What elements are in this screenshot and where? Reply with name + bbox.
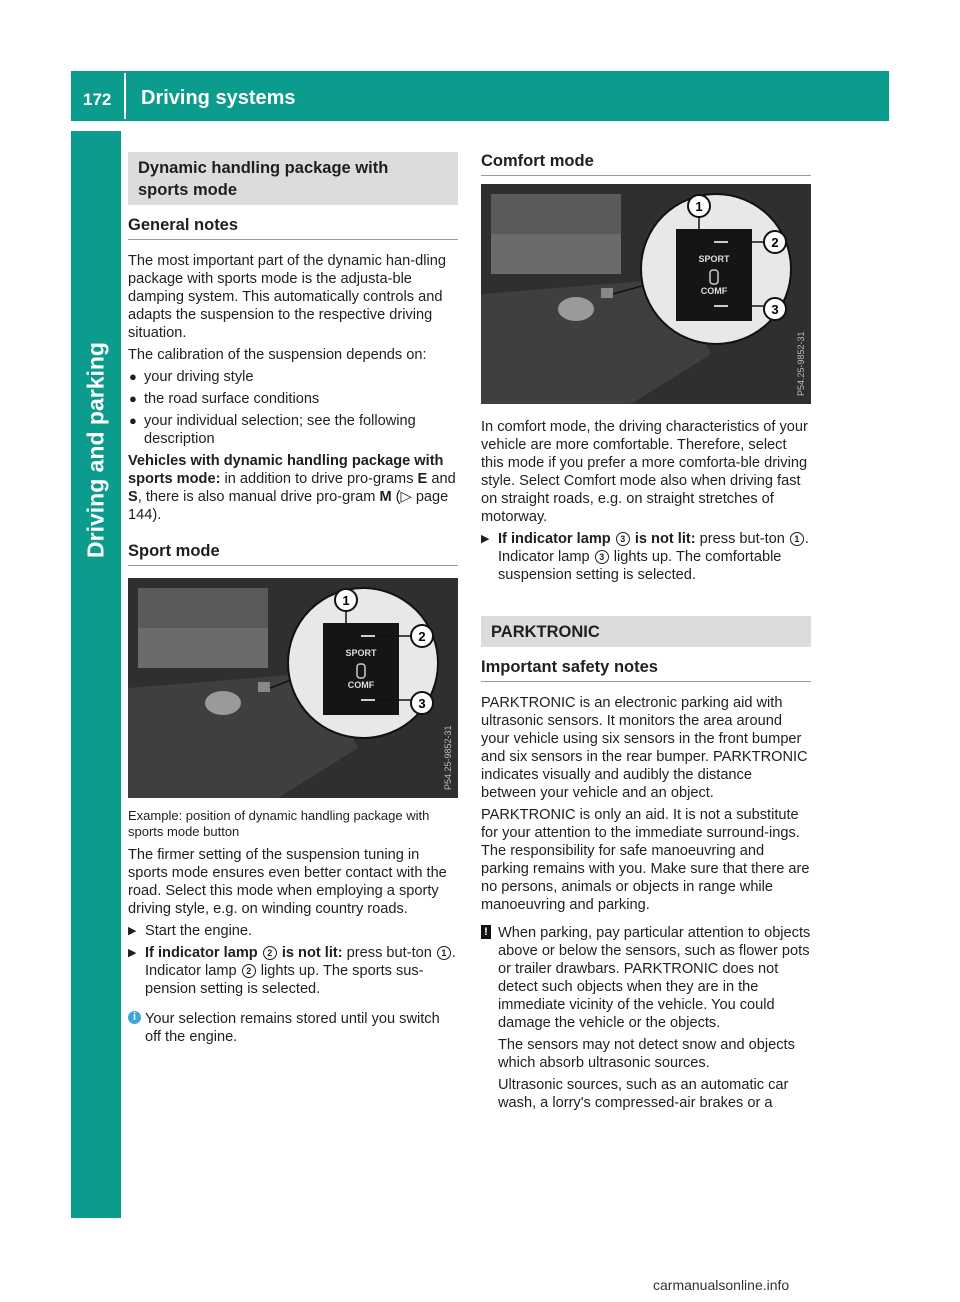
paragraph: The firmer setting of the suspension tuning in sports mode ensures even better contact with the road. Select this mode when employing a sporty driving style, e.g. on winding country roads.	[128, 847, 447, 917]
bullet-icon: ●	[129, 369, 137, 384]
list-item: ● your individual selection; see the following description	[129, 413, 416, 447]
list-item: ● your driving style	[129, 369, 254, 385]
bullet-icon: ●	[129, 413, 137, 428]
left-column	[128, 152, 458, 1050]
step-item: ▶ If indicator lamp 3 is not lit: press but-ton 1 . Indicator lamp 3 lights up. The comfortable suspension setting is selected.	[481, 531, 809, 583]
step-item: ▶ Start the engine.	[128, 923, 253, 939]
step-item: ▶ If indicator lamp 2 is not lit: press but-ton 1 . Indicator lamp 2 lights up. The sports sus-pension setting is selected.	[128, 945, 456, 997]
general-notes-heading: General notes	[128, 216, 458, 240]
info-icon: i	[128, 1011, 141, 1024]
paragraph: PARKTRONIC is only an aid. It is not a substitute for your attention to the immediate surround-ings. The responsibility for safe manoeuvring and parking remains with you. Make sure that there are no persons, animals or objects in range while manoeuvring and parking.	[481, 807, 810, 913]
figure-code: P54.25-9852-31	[443, 725, 453, 790]
callout-1: 1	[342, 593, 350, 608]
parktronic-title: PARKTRONIC	[481, 616, 811, 647]
comf-label: COMF	[347, 680, 375, 690]
step-arrow-icon: ▶	[128, 947, 137, 959]
comfort-mode-heading: Comfort mode	[481, 152, 811, 176]
figure-caption: Example: position of dynamic handling package with sports mode button	[128, 808, 430, 839]
callout-3: 3	[418, 696, 426, 711]
dynamic-handling-title: Dynamic handling package with sports mode	[128, 152, 458, 205]
paragraph: PARKTRONIC is an electronic parking aid with ultrasonic sensors. It monitors the area around your vehicle using six sensors in the front bumper and six sensors in the rear bumper. PARKTRONIC indicates visually and audibly the distance between your vehicle and an object.	[481, 695, 808, 801]
bullet-icon: ●	[129, 391, 137, 406]
side-tab-label: Driving and parking	[82, 342, 109, 558]
paragraph: In comfort mode, the driving characteristics of your vehicle are more comfortable. Therefore, select this mode if you prefer a more comforta-ble driving style. Select Comfort mode also when driving fast on straight roads, e.g. on straight stretches of motorway.	[481, 419, 808, 525]
paragraph: The calibration of the suspension depends on:	[128, 347, 427, 363]
watermark: carmanualsonline.info	[653, 1277, 790, 1293]
header-title: Driving systems	[141, 87, 296, 109]
list-item: ● the road surface conditions	[129, 391, 320, 407]
callout-2: 2	[771, 235, 779, 250]
safety-notes-heading: Important safety notes	[481, 658, 811, 682]
side-tab	[71, 131, 121, 1218]
header-separator	[124, 73, 126, 119]
page-number: 172	[83, 90, 112, 109]
sport-label: SPORT	[345, 648, 377, 658]
warning-icon: !	[481, 925, 491, 939]
figure-code: P54.25-9852-31	[796, 331, 806, 396]
console-illustration	[128, 578, 458, 798]
sport-mode-heading: Sport mode	[128, 542, 458, 566]
info-note: i Your selection remains stored until you switch off the engine.	[128, 1010, 458, 1046]
callout-2: 2	[418, 629, 426, 644]
paragraph: The most important part of the dynamic han-dling package with sports mode is the adjusta-ble damping system. This automatically controls and adapts the suspension to the respective driving situation.	[128, 253, 446, 341]
step-arrow-icon: ▶	[128, 925, 137, 937]
console-illustration	[481, 184, 811, 404]
right-column	[481, 152, 811, 1116]
sport-mode-figure	[128, 578, 458, 798]
callout-1: 1	[695, 199, 703, 214]
page-reference-link[interactable]: (▷ page 144).	[128, 489, 449, 523]
callout-3: 3	[771, 302, 779, 317]
comfort-mode-figure	[481, 184, 811, 404]
warning-note: ! When parking, pay particular attention to objects above or below the sensors, such as flower pots or trailer drawbars. PARKTRONIC does not detect such objects when they are in the immediate vicinity of the vehicle. You could damage the vehicle or the objects. The sensors may not detect snow and objects which absorb ultrasonic sources. Ultrasonic sources, such as an automatic car wash, a lorry's compressed-air brakes or a	[481, 924, 811, 1112]
sport-label: SPORT	[698, 254, 730, 264]
step-arrow-icon: ▶	[481, 533, 490, 545]
comf-label: COMF	[700, 286, 728, 296]
paragraph: Vehicles with dynamic handling package with sports mode: in addition to drive pro-grams E and S, there is also manual drive pro-gram M (▷ page 144).	[128, 453, 456, 523]
